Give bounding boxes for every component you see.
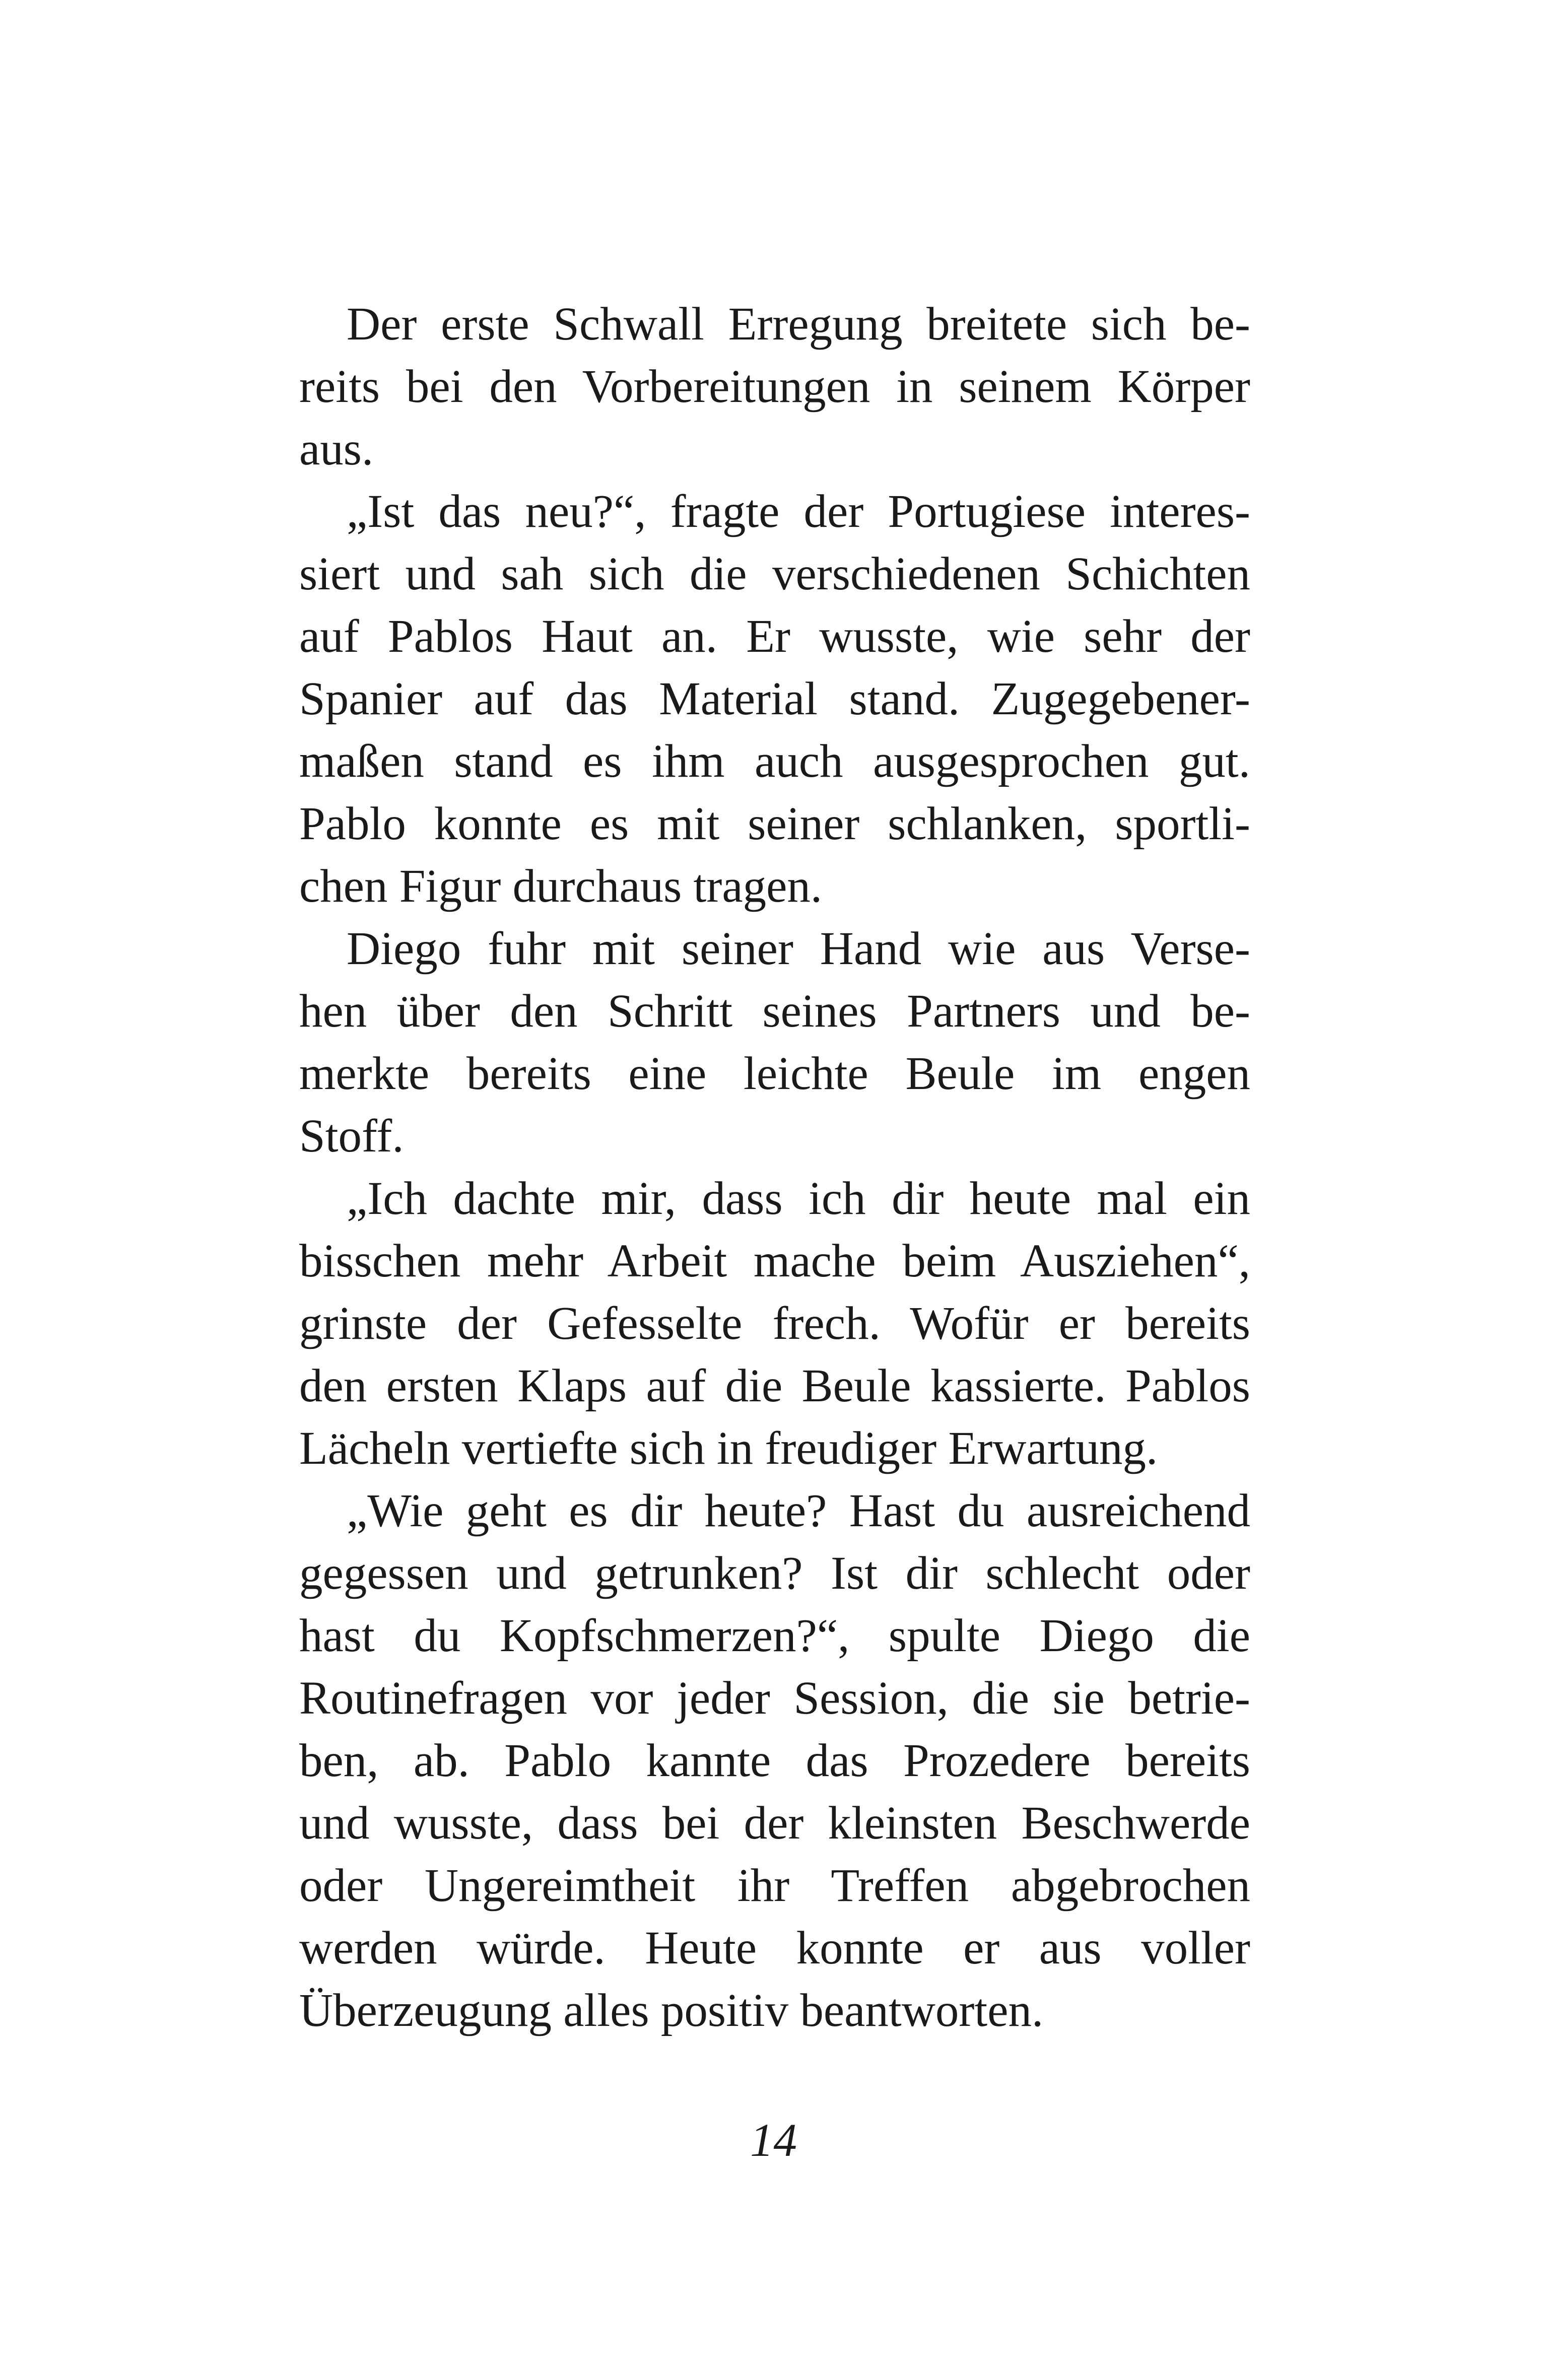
text-line: hast du Kopfschmerzen?“, spulte Diego die <box>299 1610 1250 1662</box>
text-line: werden würde. Heute konnte er aus voller <box>299 1922 1250 1974</box>
text-line: reits bei den Vorbereitungen in seinem Körper <box>299 361 1250 413</box>
text-line: Spanier auf das Material stand. Zugegebener- <box>299 673 1250 725</box>
text-line: Lächeln vertiefte sich in freudiger Erwartung. <box>299 1422 1158 1474</box>
text-line: „Ist das neu?“, fragte der Portugiese interes- <box>347 486 1250 537</box>
text-line: siert und sah sich die verschiedenen Schichten <box>299 548 1250 600</box>
text-line: und wusste, dass bei der kleinsten Beschwerde <box>299 1797 1250 1849</box>
paragraph-5 <box>299 1480 1250 2042</box>
text-line: Pablo konnte es mit seiner schlanken, sportli- <box>299 798 1250 850</box>
body-text <box>299 293 1250 2042</box>
text-line: merkte bereits eine leichte Beule im engen <box>299 1048 1250 1100</box>
text-line: chen Figur durchaus tragen. <box>299 860 823 912</box>
text-line: Stoff. <box>299 1110 404 1162</box>
text-line: auf Pablos Haut an. Er wusste, wie sehr der <box>299 610 1250 662</box>
text-line: gegessen und getrunken? Ist dir schlecht oder <box>299 1547 1250 1599</box>
paragraph-1 <box>299 293 1250 481</box>
text-line: Routinefragen vor jeder Session, die sie betrie- <box>299 1672 1250 1724</box>
text-line: bisschen mehr Arbeit mache beim Ausziehen“, <box>299 1235 1250 1287</box>
paragraph-4 <box>299 1168 1250 1480</box>
text-line: maßen stand es ihm auch ausgesprochen gut. <box>299 735 1250 787</box>
text-line: den ersten Klaps auf die Beule kassierte. Pablos <box>299 1360 1250 1412</box>
text-line: „Wie geht es dir heute? Hast du ausreichend <box>347 1485 1250 1537</box>
text-line: grinste der Gefesselte frech. Wofür er bereits <box>299 1298 1250 1349</box>
text-line: Der erste Schwall Erregung breitete sich be- <box>347 298 1250 350</box>
text-line: Diego fuhr mit seiner Hand wie aus Verse- <box>347 923 1250 975</box>
text-line: ben, ab. Pablo kannte das Prozedere bereits <box>299 1735 1250 1787</box>
text-line: Überzeugung alles positiv beantworten. <box>299 1985 1044 2036</box>
page-number: 14 <box>750 2115 797 2166</box>
paragraph-3 <box>299 918 1250 1168</box>
text-line: „Ich dachte mir, dass ich dir heute mal ein <box>347 1173 1250 1225</box>
paragraph-2 <box>299 481 1250 918</box>
text-line: hen über den Schritt seines Partners und be- <box>299 985 1250 1037</box>
text-line: aus. <box>299 423 374 475</box>
text-line: oder Ungereimtheit ihr Treffen abgebrochen <box>299 1860 1250 1912</box>
